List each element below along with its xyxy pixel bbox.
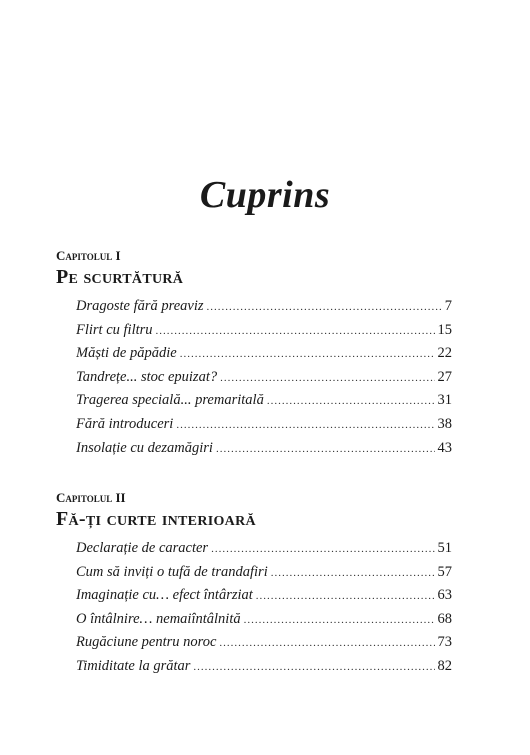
toc-entry-page: 38: [437, 415, 452, 432]
toc-entry-title: Dragoste fără preaviz: [76, 298, 204, 314]
toc-entry[interactable]: [76, 413, 452, 437]
dot-leader: [193, 656, 434, 679]
chapter-label: Capitolul I: [56, 248, 121, 263]
toc-entry[interactable]: [76, 537, 452, 561]
chapter-section: [56, 490, 452, 679]
toc-entry-page: 68: [437, 610, 452, 627]
toc-list: [56, 295, 452, 460]
toc-entry-title: Imaginație cu… efect întârziat: [76, 587, 253, 604]
toc-entry-page: 15: [437, 321, 452, 338]
page-title: Cuprins: [199, 174, 331, 217]
toc-entry-title: Tragerea specială... premaritală: [76, 392, 264, 409]
toc-entry-title: Fără introduceri: [76, 415, 174, 432]
toc-entry-title: Măști de păpădie: [76, 345, 177, 362]
toc-entry-title: Timiditate la grătar: [76, 657, 191, 674]
toc-entry[interactable]: [76, 319, 452, 343]
toc-entry-page: 63: [437, 587, 452, 604]
toc-entry[interactable]: [76, 608, 452, 632]
dot-leader: [219, 632, 434, 655]
toc-entry[interactable]: [76, 561, 452, 585]
toc-entry-page: 43: [437, 439, 452, 456]
dot-leader: [211, 538, 434, 561]
toc-entry-page: 22: [437, 345, 452, 362]
dot-leader: [207, 296, 442, 319]
toc-entry-page: 7: [444, 298, 452, 314]
dot-leader: [271, 562, 435, 585]
toc-entry-page: 31: [437, 392, 452, 409]
toc-entry-page: 73: [437, 634, 452, 651]
toc-entry-title: Insolație cu dezamăgiri: [76, 439, 213, 456]
toc-entry[interactable]: [76, 342, 452, 366]
toc-list: [56, 537, 452, 679]
toc-entry-title: Tandrețe... stoc epuizat?: [76, 368, 218, 385]
toc-entry[interactable]: [76, 655, 452, 679]
chapter-title: Fă-ți curte interioară: [56, 508, 256, 530]
toc-entry-page: 57: [437, 563, 452, 580]
chapter-section: [56, 248, 452, 460]
dot-leader: [267, 390, 435, 413]
toc-entry[interactable]: [76, 631, 452, 655]
dot-leader: [176, 414, 434, 437]
toc-entry-title: Cum să inviți o tufă de trandafiri: [76, 563, 268, 580]
toc-entry-title: Rugăciune pentru noroc: [76, 634, 217, 651]
dot-leader: [244, 609, 435, 632]
toc-entry[interactable]: [76, 389, 452, 413]
toc-entry[interactable]: [76, 437, 452, 461]
dot-leader: [220, 367, 434, 390]
dot-leader: [216, 438, 435, 461]
toc-entry-page: 51: [437, 540, 452, 556]
toc-entry[interactable]: [76, 295, 452, 319]
toc-entry-page: 82: [437, 657, 452, 674]
toc-entry-title: Flirt cu filtru: [76, 321, 153, 338]
chapter-label: Capitolul II: [56, 490, 126, 505]
chapter-title: Pe scurtătură: [56, 266, 184, 288]
toc-entry-page: 27: [437, 368, 452, 385]
dot-leader: [256, 585, 435, 608]
dot-leader: [156, 320, 435, 343]
toc-entry[interactable]: [76, 366, 452, 390]
toc-entry-title: Declarație de caracter: [76, 540, 209, 556]
dot-leader: [180, 343, 435, 366]
toc-entry-title: O întâlnire… nemaiîntâlnită: [76, 610, 241, 627]
toc-entry[interactable]: [76, 584, 452, 608]
